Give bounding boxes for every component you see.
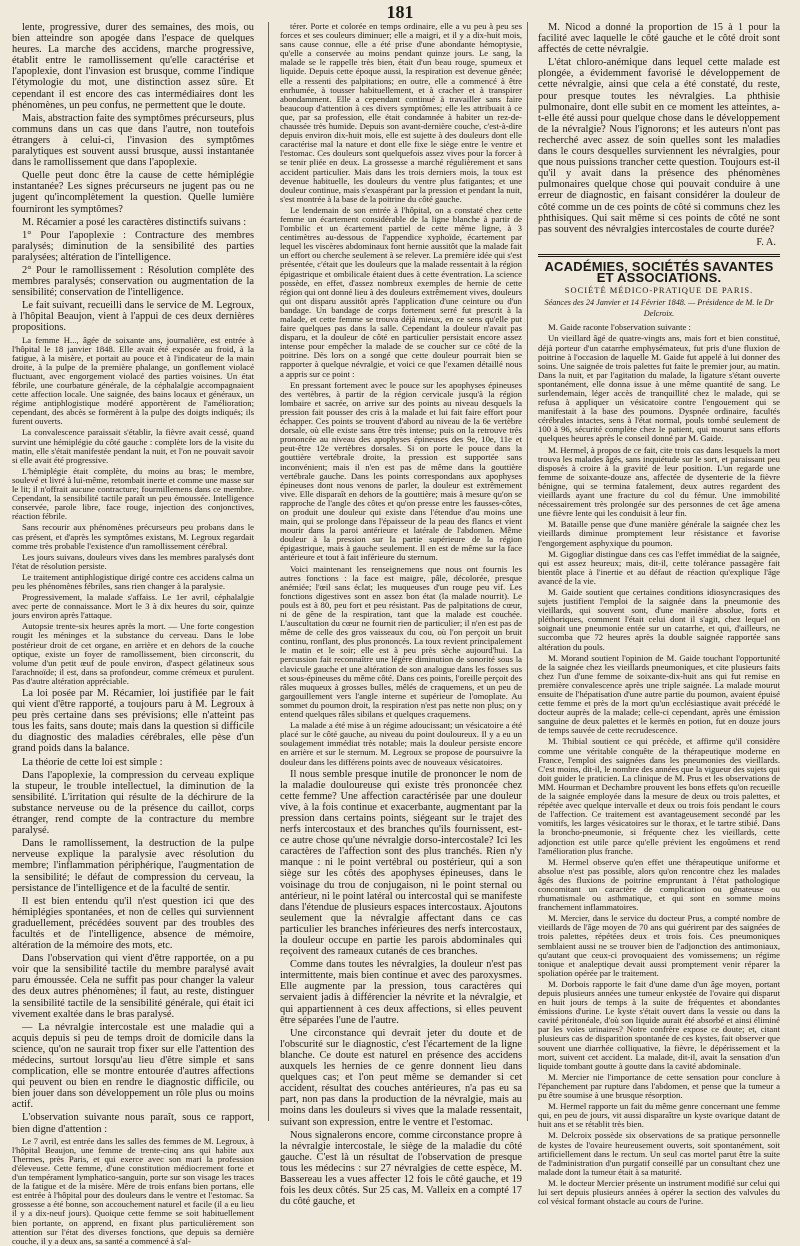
paragraph: Mais, abstraction faite des symptômes précurseurs, plus communs dans un cas que dans l'autre, non toutefois étrangers à celui-ci, l'invasion des symptômes paralytiques est souvent aussi brusque, aussi instantanée dans le ramollissement que dans l'apoplexie. bbox=[12, 112, 255, 169]
column-divider bbox=[268, 22, 269, 1121]
section-heading: ACADÉMIES, SOCIÉTÉS SAVANTES ET ASSOCIATIONS. bbox=[544, 258, 774, 285]
paragraph: Il est bien entendu qu'il n'est question ici que des hémiplégies spontanées, et non de celles qui surviennent graduellement, précédées souvent par des troubles des facultés et de l'intelligence, absence de mémoire, altération de la mémoire des mots, etc. bbox=[12, 895, 254, 952]
case-paragraph: Le 7 avril, est entrée dans les salles des femmes de M. Legroux, à l'hôpital Beaujon, une femme de trente-cinq ans qui habite aux Thermes, près Paris, et qui exerce avec son mari la profession d'éleveuse. Cette femme, d'une constitution médiocrement forte et d'un tempérament lymphatico-sanguin, porte sur son visage les traces de la fatigue et de la misère. Mère de trois enfans bien portans, elle est entrée à l'hôpital pour des douleurs dans le ventre et l'estomac. Sa grossesse a été bonne, son accouchement naturel et facile (il a eu lieu il y a dix-neuf jours). Quoique cette femme se soit habituellement bien portante, on apprend, en fixant plus particulièrement son attention sur l'état des diverses fonctions, que depuis sa dernière couche, il y a deux ans, sa santé a commencé à s'al- bbox=[12, 1135, 254, 1246]
case-paragraph: Les jours suivans, douleurs vives dans les membres paralysés dont l'état de résolution persiste. bbox=[12, 551, 254, 571]
paragraph: Le fait suivant, recueilli dans le service de M. Legroux, à l'hôpital Beaujon, vient à l'appui de ces deux dernières propositions. bbox=[12, 300, 254, 334]
case-paragraph: Le lendemain de son entrée à l'hôpital, on a constaté chez cette femme un écartement considérable de la ligne blanche à partir de l'ombilic et un écartement partiel de cette même ligne, à 3 centimètres au-dessous de l'appendice xyphoïde, écartement par lequel les viscères abdominaux font hernie aussitôt que la malade fait un effort ou cherche seulement à se relever. La première idée qui s'est présentée, c'était que les douleurs que la malade ressentait à la région épigastrique et ombilicale étaient dues à cette éventration. La science possède, en effet, d'assez nombreux exemples de hernie de cette région qui ont donné lieu à des douleurs extrêmement vives, douleurs qui ont disparu aussitôt après l'application d'une ceinture ou d'un bandage. Un bandage de corps fortement serré fut prescrit à la malade, et cette femme se trouva déjà mieux, en ce sens qu'elle put faire quelques pas dans la salle. Cependant la douleur n'avait pas disparu, et la douleur de côté en particulier persistait encore assez intense pour empêcher la malade de se coucher sur ce côté de la poitrine. Dès lors on a songé que cette douleur pourrait bien se rapporter à quelque névralgie, et voici ce que l'examen détaillé nous a appris sur ce point : bbox=[280, 204, 522, 379]
paragraph: L'état chloro-anémique dans lequel cette malade est plongée, a évidemment favorisé le développement de cette névralgie, ainsi que cela a été constaté, du reste, pour presque toutes les névralgies. La phthisie pulmonaire, dont elle subit en ce moment les atteintes, a-t-elle été aussi pour quelque chose dans le développement de la névralgie? Nous l'ignorons; et les auteurs n'ont pas recherché avec assez de soin quelles sont les maladies dans le cours desquelles surviennent les névralgies, pour que nous puissions trancher cette question. Toujours est-il qu'il y avait dans la présence des phénomènes pulmonaires quelque chose qui pouvait conduire à une erreur de diagnostic, en faisant considérer la douleur de côté comme un de ces points de côté si communs chez les phthisiques. Qui sait même si ces points de côté ne sont pas souvent des névralgies intercostales de courte durée? bbox=[538, 57, 780, 235]
case-paragraph: Sans recourir aux phénomènes précurseurs peu probans dans le cas présent, et d'après les symptômes existans, M. Legroux regardait comme très probable l'existence d'un ramollissement cérébral. bbox=[12, 522, 254, 551]
paragraph: M. Nicod a donné la proportion de 15 à 1 pour la facilité avec laquelle le côté gauche et le côté droit sont affectés de cette névralgie. bbox=[538, 22, 780, 56]
paragraph: Dans l'observation qui vient d'être rapportée, on a pu voir que la sensibilité tactile du membre paralysé avait paru émoussée. Cela ne suffit pas pour changer la valeur des deux autres phénomènes; il faut, au reste, distinguer la sensibilité tactile de la sensibilité générale, qui était ici vivement exaltée dans le bras paralysé. bbox=[12, 953, 254, 1020]
page-number: 181 bbox=[386, 2, 414, 22]
paragraph: 2° Pour le ramollissement : Résolution complète des membres paralysés; conservation ou augmentation de la sensibilité; conservation de l'intelligence. bbox=[12, 264, 254, 299]
minutes-paragraph: M. Gaide soutient que certaines conditions idiosyncrasiques des sujets justifient l'emploi de la saignée dans la pneumonie des vieillards, qui souvent sont, d'une manière absolue, forts et pléthoriques, comment l'était celui dont il s'agit, chez lequel on soignait une pneumonie entée sur un catarrhe, et qui, d'ailleurs, ne succomba que 72 heures après la double saignée rapportée sans altération du pouls. bbox=[538, 586, 780, 652]
case-paragraph: En pressant fortement avec le pouce sur les apophyses épineuses des vertèbres, à partir de la région cervicale jusqu'à la région lombaire et sacrée, on arrive sur des points au niveau desquels la pression fait pousser des cris à la malade et lui fait faire effort pour échapper. Ces points se trouvent d'abord au niveau de la 6e vertèbre dorsale, où elle existe sans être très intense; puis on la retrouve très prononcée au niveau des apophyses épineuses des 9e, 10e, 11e et peut-être 12e vertèbres dorsales. Si on porte le pouce dans la gouttière vertébrale droite, la pression est supportée sans inconvénient; mais il n'en est pas de même dans la gouttière vertébrale gauche. Dans les points correspondans aux apophyses épineuses dont nous venons de parler, la douleur est extrêmement vive. Elle disparaît en dehors de la gouttière; mais à mesure qu'on se rapproche de l'angle des côtes et qu'on presse entre les fausses-côtes, on produit une douleur qui existe dans l'étendue d'au moins une main, qui se prolonge dans l'épaisseur de la peau des flancs et vient mourir dans la paroi antérieure et latérale de l'abdomen. Même douleur à la pression sur la partie supérieure de la région épigastrique, mais à gauche seulement. Il en est de même sur la face antérieure et tout à fait inférieure du sternum. bbox=[280, 379, 522, 563]
paragraph: Dans l'apoplexie, la compression du cerveau explique la stupeur, le trouble intellectuel, la diminution de la sensibilité. L'irritation qui résulte de la déchirure de la substance nerveuse ou de la présence du caillot, corps étranger, rend compte de la contracture du membre paralysé. bbox=[12, 769, 254, 837]
society-heading: SOCIÉTÉ MÉDICO-PRATIQUE DE PARIS. bbox=[564, 285, 754, 296]
minutes-paragraph: M. le docteur Mercier présente un instrument modifié sur celui qui lui sert depuis plusieurs années à opérer la section des valvules du col vésical formant obstacle au cours de l'urine. bbox=[538, 1177, 780, 1207]
minutes-paragraph: M. Morand soutient l'opinion de M. Gaide touchant l'opportunité de la saignée chez les vieillards pneumoniques, et cite plusieurs faits chez l'un d'une femme de soixante-dix-huit ans qui fut remise en première convalescence après une triple saignée. La malade mourut ensuite de l'hépatisation d'une autre partie du poumon, avaient épuisé cette femme et près de la mort qu'un ecclésiastique avait précédé le docteur auprès de la malade; celle-ci cependant, après une émission sanguine de deux palettes et le kermès en potion, fut en douze jours de temps sauvée de cette recrudescence. bbox=[538, 652, 780, 736]
paragraph: La loi posée par M. Récamier, loi justifiée par le fait qui vient d'être rapporté, a toujours paru à M. Legroux à peu près certaine dans ses prévisions; elle n'atteint pas tous les faits, sans doute; mais dans la question si difficile du diagnostic des maladies cérébrales, elle pèse d'un grand poids dans la balance. bbox=[12, 688, 254, 755]
minutes-paragraph: M. Mercier nie l'importance de cette sensation pour conclure à l'épanchement par rupture dans l'abdomen, et pense que la tumeur a pu être soumise à une brusque résorption. bbox=[538, 1071, 780, 1101]
minutes-paragraph: M. Gaide raconte l'observation suivante : bbox=[548, 322, 691, 333]
minutes-paragraph: M. Hermel rapporte un fait du même genre concernant une femme qui, en peu de jours, vit aussi disparaître un kyste ovarique datant de huit ans et se rétablit très bien. bbox=[538, 1101, 780, 1130]
minutes-paragraph: M. Delcroix possède six observations de sa pratique personnelle de kystes de l'ovaire heureusement ouverts, soit spontanément, soit artificiellement dans le rectum. Un seul cas mortel parut être la suite de l'administration d'un purgatif conseillé par un consultant chez une malade dont la tumeur était à sa maturité. bbox=[538, 1130, 780, 1177]
paragraph: Comme dans toutes les névralgies, la douleur n'est pas intermittente, mais bien continue et avec des paroxysmes. Elle augmente par la pression, tous caractères qui servaient jadis à différencier la névrite et la névralgie, et qui appartiennent à ces deux affections, si elles peuvent être séparées l'une de l'autre. bbox=[280, 959, 522, 1026]
case-paragraph: térer. Porte et colorée en temps ordinaire, elle a vu peu à peu ses forces et ses couleurs diminuer; elle a maigri, et il y a dix-huit mois, sans cause connue, elle a été prise d'une abondante hémoptysie, qu'elle a conservée au moins pendant quinze jours. Le sang, la malade se le rappelle très bien, était d'un beau rouge, spumeux et liquide. Depuis cette époque aussi, la respiration est devenue gênée; elle a ressenti des palpitations; en outre, elle a commencé à être enrhumée, à tousser habituellement, et à cracher et à transpirer abondamment. Elle a cependant continué à travailler sans faire beaucoup d'attention à ces divers symptômes; elle les attribuait à ce que, par sa profession, elle était condamnée à habiter un rez-de-chaussée très humide. Depuis son avant-dernière couche, c'est-à-dire depuis environ dix-huit mois, elle est sujette à des douleurs dont elle caractérise mal la nature et dont elle fixe le siège entre le ventre et l'estomac. Ces douleurs sont quelquefois assez vives pour la forcer à se tenir pliée en deux. La grossesse a marché régulièrement et sans accident particulier. Mais dans les trois derniers mois, la toux est devenue habituelle, les douleurs du ventre plus fatigantes; et une douleur continue, mais s'exaspérant par la pression et pendant la nuit, s'est montrée à la base de la poitrine du côté gauche. bbox=[280, 21, 522, 204]
minutes-paragraph: M. Hermel, à propos de ce fait, cite trois cas dans lesquels la mort trouva les malades âgés, sans inquiétude sur le sort, et paraissant peu disposés à croire à la gravité de leur position. L'un regarde une femme de soixante-douze ans, affectée de dysenterie de la fièvre bénigne, qui se termina fatalement, deux autres regardent des vieillards ayant une fracture du col du fémur. Une immobilité nécessairement très prolongée sur des personnes de cet âge amena une fièvre lente qui les conduisit à leur fin. bbox=[538, 444, 780, 519]
paragraph: Nous signalerons encore, comme circonstance propre à la névralgie intercostale, le siège de la maladie du côté gauche. C'est là un résultat de l'observation de presque tous les médecins : sur 27 névralgies de cette espèce, M. Bassereau les a vues affecter 12 fois le côté gauche, et 19 fois les deux côtés. Sur 25 cas, M. Valleix en a compté 17 du côté gauche, et bbox=[280, 1129, 522, 1208]
case-paragraph: Autopsie trente-six heures après la mort. — Une forte congestion rougit les méninges et la substance du cerveau. Dans le lobe postérieur droit de cet organe, en arrière et en dehors de la couche optique, existe un foyer de ramollissement, bien circonscrit, du volume d'un petit œuf de poule environ, d'aspect gélatineux sous l'arachnoïde; il est, dans sa profondeur, comme crémeux et purulent. Pas d'autre altération appréciable. bbox=[12, 621, 254, 686]
paragraph: Dans le ramollissement, la destruction de la pulpe nerveuse explique la paralysie avec résolution du membre; l'inflammation périphérique, l'augmentation de la sensibilité; le défaut de compression du cerveau, la persistance de l'intelligence et de la faculté de sentir. bbox=[12, 838, 254, 894]
paragraph: Une circonstance qui devrait jeter du doute et de l'obscurité sur le diagnostic, c'est l'écartement de la ligne blanche. Ce doute est naturel en présence des accidens auxquels les hernies de ce genre donnent lieu dans quelques cas; et l'on peut même se demander si cet accident, résultat des couches antérieures, n'a pas eu sa part, non pas dans la production de la névralgie, mais au moins dans les douleurs si vives que la malade ressentait, suivant son expression, entre le ventre et l'estomac. bbox=[280, 1027, 522, 1128]
case-paragraph: La femme H..., âgée de soixante ans, journalière, est entrée à l'hôpital le 18 janvier 1848. Elle avait été exposée au froid, à la fatigue, à la misère, et portait au pouce et à l'indicateur de la main droite, à la pulpe de la première phalange, un gonflement violacé fluctuant, avec engorgement violacé des parties voisines. Un état fébrile, une courbature générale, de la céphalalgie accompagnaient cette affection locale. Une saignée, des bains locaux et généraux, un régime antiphlogistique modéré apportèrent de l'amélioration; cependant, des abcès se formèrent à la pulpe des doigts indiqués; ils furent ouverts. bbox=[12, 334, 254, 427]
paragraph: La théorie de cette loi est simple : bbox=[22, 756, 163, 768]
paragraph: L'observation suivante nous paraît, sous ce rapport, bien digne d'attention : bbox=[12, 1112, 254, 1135]
paragraph: 1° Pour l'apoplexie : Contracture des membres paralysés; diminution de la sensibilité des parties paralysées; altération de l'intelligence. bbox=[12, 229, 254, 263]
author-signature: F. A. bbox=[756, 236, 776, 248]
case-paragraph: L'hémiplégie était complète, du moins au bras; le membre, soulevé et livré à lui-même, retombait inerte et comme une masse sur le lit; il n'offrait aucune contracture; fourmillemens dans ce membre. Cependant, la sensibilité tactile paraît un peu émoussée. Intelligence conservée, parole libre, face rouge, injection des conjonctives, réaction fébrile. bbox=[12, 465, 254, 522]
column-right bbox=[538, 22, 780, 1207]
case-paragraph: Progressivement, la malade s'affaiss. Le 1er avril, céphalalgie avec perte de connaissance. Mort le 3 à dix heures du soir, quinze jours environ après l'attaque. bbox=[12, 592, 254, 621]
paragraph: Il nous semble presque inutile de prononcer le nom de la maladie douloureuse qui existe très prononcée chez cette femme? Une affection caractérisée par une douleur vive, à la fois continue et exacerbante, augmentant par la pression dans certains points, siégeant sur le trajet des nerfs intercostaux et des branches qu'ils fournissent, est-ce autre chose qu'une névralgie dorso-intercostale? Ici les caractères de l'affection sont des plus tranchés. Rien n'y manque : ni le point vertébral ou postérieur, qui a son siège sur les côtés des apophyses épineuses, dans le voisinage du trou de conjugaison, ni le point sternal ou antérieur, ni le point latéral ou intercostal qui se manifeste dans l'étendue de plusieurs espaces intercostaux. Ajoutons seulement que la névralgie affectant dans ce cas particulier les branches inférieures des nerfs intercostaux, la douleur occupe en partie les parois abdominales qui reçoivent des rameaux cutanés de ces branches. bbox=[280, 768, 522, 958]
case-paragraph: Voici maintenant les renseignemens que nous ont fournis les autres fonctions : la face est maigre, pâle, décolorée, presque anémiée; l'œil sans éclat; les muqueuses d'un rouge peu vif. Les fonctions digestives sont en assez bon état (la malade nourrit). Le pouls est à 80, peu fort et peu résistant. Pas de palpitations de cœur, ni de gêne de la respiration, tant que la malade est couchée. L'auscultation du cœur ne fournit rien de particulier; il n'en est pas de même de celle des gros vaisseaux du cou, où l'on perçoit un bruit continu, ronflant, des plus prononcés. La toux revient principalement le matin et le soir; elle est à peu près sèche aujourd'hui. La percussion fait reconnaître une légère diminution de sonorité sous la clavicule gauche et une altération de son analogue dans les fosses sus et sous-épineuses du même côté. Dans ces points, l'oreille perçoit des râles muqueux à grosses bulles, mêlés de craquemens, et un peu de gargouillement vers l'angle interne et supérieur de l'omoplate. Au sommet du poumon droit, la respiration n'est pas nette non plus; on y entend quelques râles sibilans et quelques craquemens. bbox=[280, 563, 522, 720]
paragraph: lente, progressive, durer des semaines, des mois, ou bien atteindre son apogée dans l'espace de quelques heures. La marche des accidens, marche progressive, établit entre le ramollissement qu'elle caractérise et l'apoplexie, dont l'invasion est brusque, comme l'indique l'étymologie du mot, une distinction assez sûre. Et cependant il est encore des cas intermédiaires dont les phénomènes, un peu confus, ne permettent que le doute. bbox=[12, 22, 254, 111]
case-paragraph: La malade a été mise à un régime adoucissant; un vésicatoire a été placé sur le côté gauche, au niveau du point douloureux. Il y a eu un soulagement immédiat très notable; mais la douleur persiste encore en arrière et sur le sternum. M. Legroux se propose de poursuivre la douleur dans les différens points avec de nouveaux vésicatoires. bbox=[280, 720, 522, 767]
case-paragraph: La convalescence paraissait s'établir, la fièvre avait cessé, quand survint une hémiplégie du côté gauche : complète lors de la visite du matin, elle s'était manifestée pendant la nuit, et l'on ne pouvait savoir si elle avait été progressive. bbox=[12, 427, 254, 465]
session-line: Séances des 24 Janvier et 14 Février 1848. — Présidence de M. le Dr Delcroix. bbox=[544, 298, 774, 319]
minutes-paragraph: Un vieillard âgé de quatre-vingts ans, mais fort et bien constitué, déjà porteur d'un catarrhe emphysémateux, fut pris d'une fluxion de poitrine à l'occasion de laquelle M. Gaide fut appelé à lui donner des soins. Une saignée de trois palettes fut faite le premier jour, au matin. Dans la nuit, et par l'agitation du malade, la ligature s'étant ouverte spontanément, elle donna issue à une même quantité de sang. Le surlendemain, léger accès de tranquillité chez le malade, qui se refusa à appliquer un vésicatoire contre l'engouement qui se manifestait à la base des poumons. Dyspnée ordinaire, facultés cérébrales intactes, sens à l'état normal, pouls tombé seulement de 100 à 96, sécurité complète chez le patient, qui mourut sans efforts quelques heures après le conseil donné par M. Gaide. bbox=[538, 333, 780, 444]
minutes-paragraph: M. Thibial soutient ce qui précède, et affirme qu'il considère comme une véritable conquête de la thérapeutique moderne en France, l'emploi des saignées dans les pneumonies des vieillards. C'est moins, dit-il, le nombre des années que la vigueur des sujets qui doit guider le praticien. La clinique de M. Prus et les observations de MM. Hourman et Dechambre prouvent les bons effets qu'on recueille de la saignée employée dans la mesure de deux ou trois palettes, et répétée avec quelque intervalle et deux ou trois fois pendant le cours de l'affection. Ce traitement est avantageusement secondé par les vomitifs, les larges vésicatoires sur le thorax, et le tartre stibié. Dans la broncho-pneumonie, si fréquente chez les vieillards, cette adjonction est utile parce qu'elle prévient les engoûmens et rend l'amélioration plus franche. bbox=[538, 736, 780, 856]
column-middle bbox=[280, 21, 522, 1208]
minutes-paragraph: M. Dorbois rapporte le fait d'une dame d'un âge moyen, portant depuis plusieurs années une tumeur enkystée de l'ovaire qui disparut en huit jours de temps à la suite de fréquentes et abondantes émissions d'urine. Le kyste s'était ouvert dans la vessie ou dans la cavité péritonéale, d'où son liquide aurait été absorbé et ainsi éliminé par les voies urinaires? Notre confrère expose ce doute; et, citant plusieurs cas de disparition spontanée de ces kystes, fait observer que souvent une diarrhée colliquative, la fièvre, le dépérissement et la mort, suivent cet accident. La malade, dit-il, avait la sensation d'un liquide tombant goutte à goutte dans la cavité abdominale. bbox=[538, 978, 780, 1071]
minutes-paragraph: M. Mercier, dans le service du docteur Prus, a compté nombre de vieillards de l'âge moyen de 70 ans qui guérirent par des saignées de trois palettes, répétées deux et trois fois. Ces pneumoniques semblaient aussi ne se trouver bien de l'adjonction des antimoniaux, qu'autant que ceux-ci provoquaient des vomissemens; un régime tonique et analeptique devait aussi promptement venir réparer la spoliation opérée par le traitement. bbox=[538, 913, 780, 978]
minutes-paragraph: M. Gigogliar distingue dans ces cas l'effet immédiat de la saignée, qui est assez heureux; mais, dit-il, cette tolérance passagère fait bientôt place à l'inertie et au défaut de réaction qu'explique l'âge avancé de la vie. bbox=[538, 548, 780, 586]
minutes-paragraph: M. Hermel observe qu'en effet une thérapeutique uniforme et absolue n'est pas possible, alors qu'on rencontre chez les malades âgés des fluxions de poitrine empruntant à l'état pathologique concomitant un caractère de complication ou gênateuse ou rhumatismale ou asthmatique, et qui sont en somme moins franchement inflammatoires. bbox=[538, 856, 780, 913]
paragraph: — La névralgie intercostale est une maladie qui a acquis depuis si peu de temps droit de domicile dans la science, qu'on ne saurait trop fixer sur elle l'attention des médecins, surtout lorsqu'au lieu d'être simple et sans complication, elle se montre entourée d'autres affections qui peuvent ou bien en rendre le diagnostic difficile, ou bien jouer dans son développement un rôle plus ou moins actif. bbox=[12, 1021, 254, 1111]
paragraph: M. Récamier a posé les caractères distinctifs suivans : bbox=[22, 216, 247, 228]
column-left bbox=[12, 22, 255, 1246]
case-paragraph: Le traitement antiphlogistique dirigé contre ces accidens calma un peu les phénomènes fébriles, sans rien changer à la paralysie. bbox=[12, 571, 254, 591]
column-divider bbox=[527, 22, 528, 1121]
minutes-paragraph: M. Bataille pense que d'une manière générale la saignée chez les vieillards diminue promptement leur résistance et favorise l'engorgement asphyxique du poumon. bbox=[538, 519, 780, 548]
paragraph: Quelle peut donc être la cause de cette hémiplégie instantanée? Les signes précurseurs ne jugent pas ou ne jugent qu'incomplètement la question. Quelle lumière fourniront les symptômes? bbox=[12, 170, 254, 215]
section-divider bbox=[538, 254, 780, 257]
